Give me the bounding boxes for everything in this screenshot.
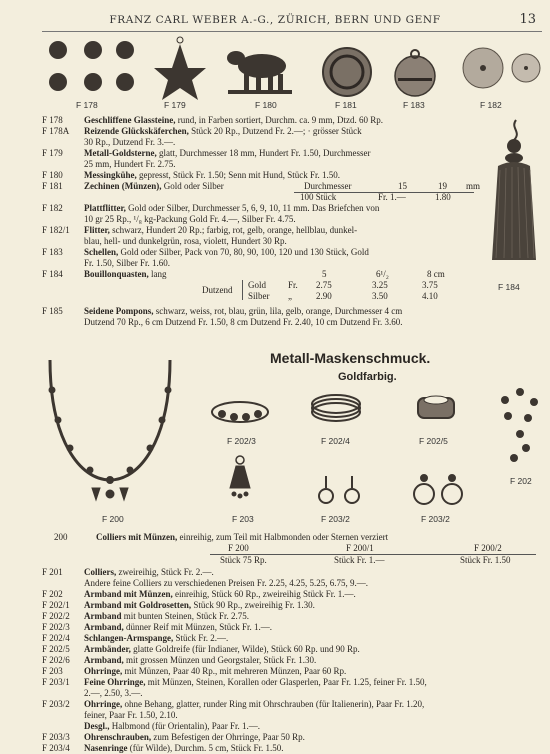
figure-label: F 202	[510, 476, 532, 486]
list-item: F 202/3 Armband, dünner Reif mit Münzen, Stück Fr. 1.—.	[42, 622, 273, 632]
list-item: F 203/2 Ohrringe, ohne Behang, glatter, runder Ring mit Ohrschrauben (für Italienerin), Paar Fr. 1.20,	[42, 699, 425, 709]
figure-label: F 203/2	[321, 514, 350, 524]
list-item: 10 gr 25 Rp., ¹/₈ kg-Packung Gold Fr. 4.—, Silber Fr. 4.75.	[84, 214, 296, 224]
list-item: Andere feine Colliers zu verschiedenen Preisen Fr. 2.25, 4.25, 5.25, 6.75, 9.—.	[84, 578, 368, 588]
figure-label: F 202/4	[321, 436, 350, 446]
coin-armband-illustration	[501, 388, 538, 462]
list-item: F 203 Ohrringe, mit Münzen, Paar 40 Rp., mit mehreren Münzen, Paar 60 Rp.	[42, 666, 347, 676]
figure-label: F 182	[480, 100, 502, 110]
bracelet-illustration	[212, 402, 268, 422]
zechinen-price-row: 100 Stück Fr. 1.— 1.80	[42, 192, 492, 203]
hoop-earrings-illustration	[414, 475, 462, 504]
bell-illustration	[395, 50, 435, 96]
list-item: F 182/1 Flitter, schwarz, Hundert 20 Rp.; farbig, rot, gelb, orange, hellblau, dunkel-	[42, 225, 358, 235]
list-item: F 179 Metall-Goldsterne, glatt, Durchmesser 18 mm, Hundert Fr. 1.50, Durchmesser	[42, 148, 371, 158]
list-item: F 178A Reizende Glückskäferchen, Stück 20 Rp., Dutzend Fr. 2.—; · grösser Stück	[42, 126, 362, 136]
snake-armband-illustration	[312, 395, 360, 421]
list-item: Fr. 1.50, Silber Fr. 1.60.	[84, 258, 171, 268]
figure-label: F 200	[102, 514, 124, 524]
page-header: FRANZ CARL WEBER A.-G., ZÜRICH, BERN UND GENF	[109, 14, 441, 26]
quasten-price-table: Dutzend Gold Fr. 2.75 3.25 3.75 Silber „ 2.90 3.50 4.10	[202, 280, 438, 301]
top-illustrations	[0, 36, 550, 106]
list-item: 30 Rp., Dutzend Fr. 3.—.	[84, 137, 176, 147]
section-subtitle: Goldfarbig.	[338, 371, 397, 383]
list-item: F 202/2 Armband mit bunten Steinen, Stück Fr. 2.75.	[42, 611, 250, 621]
header-rule	[42, 31, 542, 32]
list-item: F 202/5 Armbänder, glatte Goldreife (für Indianer, Wilde), Stück 60 Rp. und 90 Rp.	[42, 644, 360, 654]
sequins-illustration	[463, 48, 540, 88]
figure-label: F 181	[335, 100, 357, 110]
glass-stones-illustration	[49, 41, 134, 91]
list-item: F 203/1 Feine Ohrringe, mit Münzen, Steinen, Korallen oder Glasperlen, Paar Fr. 1.25, feiner Fr. 1.50,	[42, 677, 427, 687]
star-illustration	[154, 37, 206, 100]
list-item: F 202/6 Armband, mit grossen Münzen und Georgstaler, Stück Fr. 1.30.	[42, 655, 317, 665]
zechinen-header: Durchmesser	[304, 181, 352, 191]
list-item: F 203/4 Nasenringe (für Wilde), Durchm. 5 cm, Stück Fr. 1.50.	[42, 743, 284, 753]
list-item: F 203/3 Ohrenschrauben, zum Befestigen der Ohrringe, Paar 50 Rp.	[42, 732, 305, 742]
figure-label: F 202/3	[227, 436, 256, 446]
list-item: F 202 Armband mit Münzen, einreihig, Stück 60 Rp., zweireihig Stück Fr. 1.—.	[42, 589, 356, 599]
cow-illustration	[227, 51, 292, 94]
figure-label: F 178	[76, 100, 98, 110]
list-item: F 180 Messingkühe, gepresst, Stück Fr. 1.50; Senn mit Hund, Stück Fr. 1.50.	[42, 170, 341, 180]
bottom-item-list	[42, 567, 547, 754]
list-item: F 202/1 Armband mit Goldrosetten, Stück 90 Rp., zweireihig Fr. 1.30.	[42, 600, 315, 610]
figure-label: F 203/2	[421, 514, 450, 524]
figure-label: F 180	[255, 100, 277, 110]
section-title: Metall-Maskenschmuck.	[270, 350, 431, 366]
top-item-list	[42, 115, 492, 302]
earring-pair-illustration	[319, 476, 359, 503]
list-item: Desgl., Halbmond (für Orientalin), Paar Fr. 1.—.	[84, 721, 260, 731]
figure-label: F 183	[403, 100, 425, 110]
list-item: 25 mm, Hundert Fr. 2.75.	[84, 159, 176, 169]
tassel-illustration	[484, 120, 544, 270]
figure-label: F 202/5	[419, 436, 448, 446]
necklace-illustration	[49, 360, 171, 500]
list-item: F 201 Colliers, zweireihig, Stück Fr. 2.—.	[42, 567, 214, 577]
list-item: blau, hell- und dunkelgrün, rosa, violett, Hundert 30 Rp.	[84, 236, 287, 246]
list-item: F 202/4 Schlangen-Armspange, Stück Fr. 2.—.	[42, 633, 229, 643]
list-item: 2.—, 2.50, 3.—.	[84, 688, 143, 698]
list-item: F 178 Geschliffene Glassteine, rund, in Farben sortiert, Durchm. ca. 9 mm, Dtzd. 60 Rp.	[42, 115, 383, 125]
item-f185: F 185 Seidene Pompons, schwarz, weiss, rot, blau, grün, lila, gelb, orange, Durchmesser 4 cm Dutzend 70 Rp., 6 cm Dutzend Fr. 1.50, 8 cm Dutzend Fr. 2.40, 10 cm Dutzend Fr. 3.60.	[42, 306, 403, 327]
list-item: F 183 Schellen, Gold oder Silber, Pack von 70, 80, 90, 100, 120 und 130 Stück, Gold	[42, 247, 369, 257]
figure-label: F 203	[232, 514, 254, 524]
gold-band-illustration	[418, 396, 454, 418]
earring-illustration	[230, 456, 250, 498]
list-item: F 181 Zechinen (Münzen), Gold oder Silber Durchmesser 15 19 mm	[42, 181, 481, 191]
jewelry-illustrations	[0, 350, 550, 530]
coin-illustration	[323, 48, 371, 96]
list-item: F 182 Plattflitter, Gold oder Silber, Durchmesser 5, 6, 9, 10, 11 mm. Das Briefchen von	[42, 203, 380, 213]
figure-label: F 184	[498, 282, 520, 292]
list-item: F 184 Bouillonquasten, lang 5 6¹/₂ 8 cm	[42, 269, 445, 279]
figure-label: F 179	[164, 100, 186, 110]
page-number: 13	[519, 12, 536, 27]
item-200: 200 Colliers mit Münzen, einreihig, zum Teil mit Halbmonden oder Sternen verziert F 200 F 200/1 F 200/2 Stück 75 Rp. Stück Fr. 1.— Stück Fr. 1.50	[42, 532, 547, 566]
list-item: feiner, Paar Fr. 1.50, 2.10.	[84, 710, 178, 720]
